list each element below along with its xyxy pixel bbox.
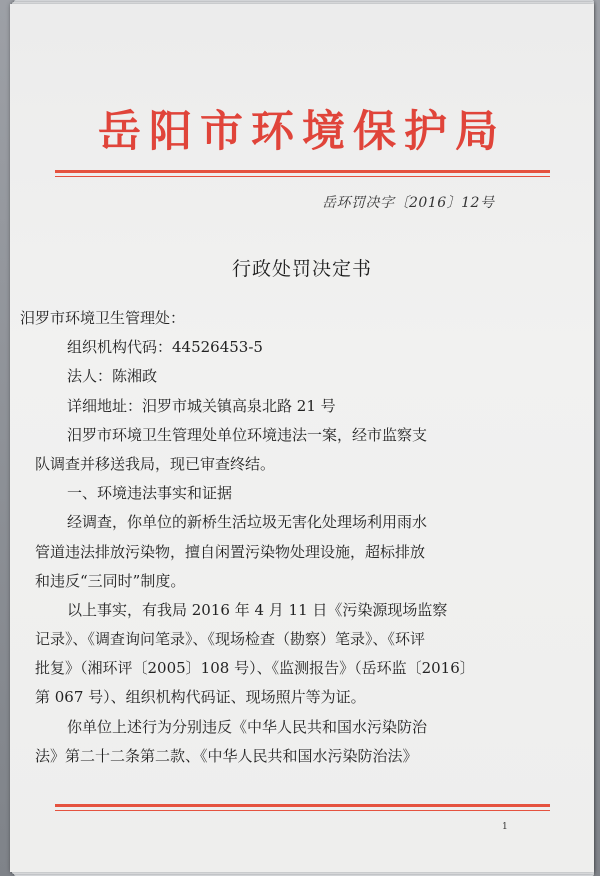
- body-line-paragraph: 记录》、《调查询问笔录》、《现场检查（勘察）笔录》、《环评: [35, 630, 426, 649]
- body-line-paragraph: 批复》（湘环评〔2005〕108 号）、《监测报告》（岳环监〔2016〕: [35, 659, 475, 678]
- document-number: 岳环罚决字〔2016〕12号: [322, 195, 495, 211]
- body-line-paragraph: 和违反“三同时”制度。: [35, 571, 186, 590]
- body-line-recipient: 汨罗市环境卫生管理处：: [20, 309, 186, 327]
- agency-header-title: 岳阳市环境保护局: [98, 107, 506, 157]
- footer-red-rule-thin: [55, 810, 550, 811]
- footer-red-rule-thick: [55, 804, 550, 807]
- document-body: [20, 304, 558, 771]
- body-line-section-heading: 一、环境违法事实和证据: [67, 484, 233, 503]
- body-line-paragraph: 队调查并移送我局，现已审查终结。: [35, 454, 276, 473]
- header-red-rule-thin: [55, 176, 550, 177]
- document-title: 行政处罚决定书: [231, 258, 372, 280]
- body-line-address: 详细地址：汨罗市城关镇高泉北路 21 号: [67, 396, 336, 415]
- body-line-paragraph: 第 067 号）、组织机构代码证、现场照片等为证。: [35, 688, 366, 707]
- body-line-paragraph: 法》第二十二条第二款、《中华人民共和国水污染防治法》: [35, 746, 418, 765]
- document-page: [10, 4, 594, 872]
- body-line-paragraph: 经调查，你单位的新桥生活垃圾无害化处理场利用雨水: [67, 513, 428, 532]
- body-line-paragraph: 你单位上述行为分别违反《中华人民共和国水污染防治: [67, 717, 428, 736]
- body-line-org-code: 组织机构代码：44526453-5: [67, 338, 263, 357]
- body-line-paragraph: 以上事实，有我局 2016 年 4 月 11 日《污染源现场监察: [67, 600, 448, 619]
- body-line-legal-person: 法人：陈湘政: [67, 367, 158, 386]
- header-red-rule-thick: [55, 170, 550, 173]
- body-line-paragraph: 管道违法排放污染物，擅自闲置污染物处理设施，超标排放: [35, 542, 426, 561]
- body-line-paragraph: 汨罗市环境卫生管理处单位环境违法一案，经市监察支: [67, 425, 428, 444]
- page-number: 1: [502, 822, 508, 832]
